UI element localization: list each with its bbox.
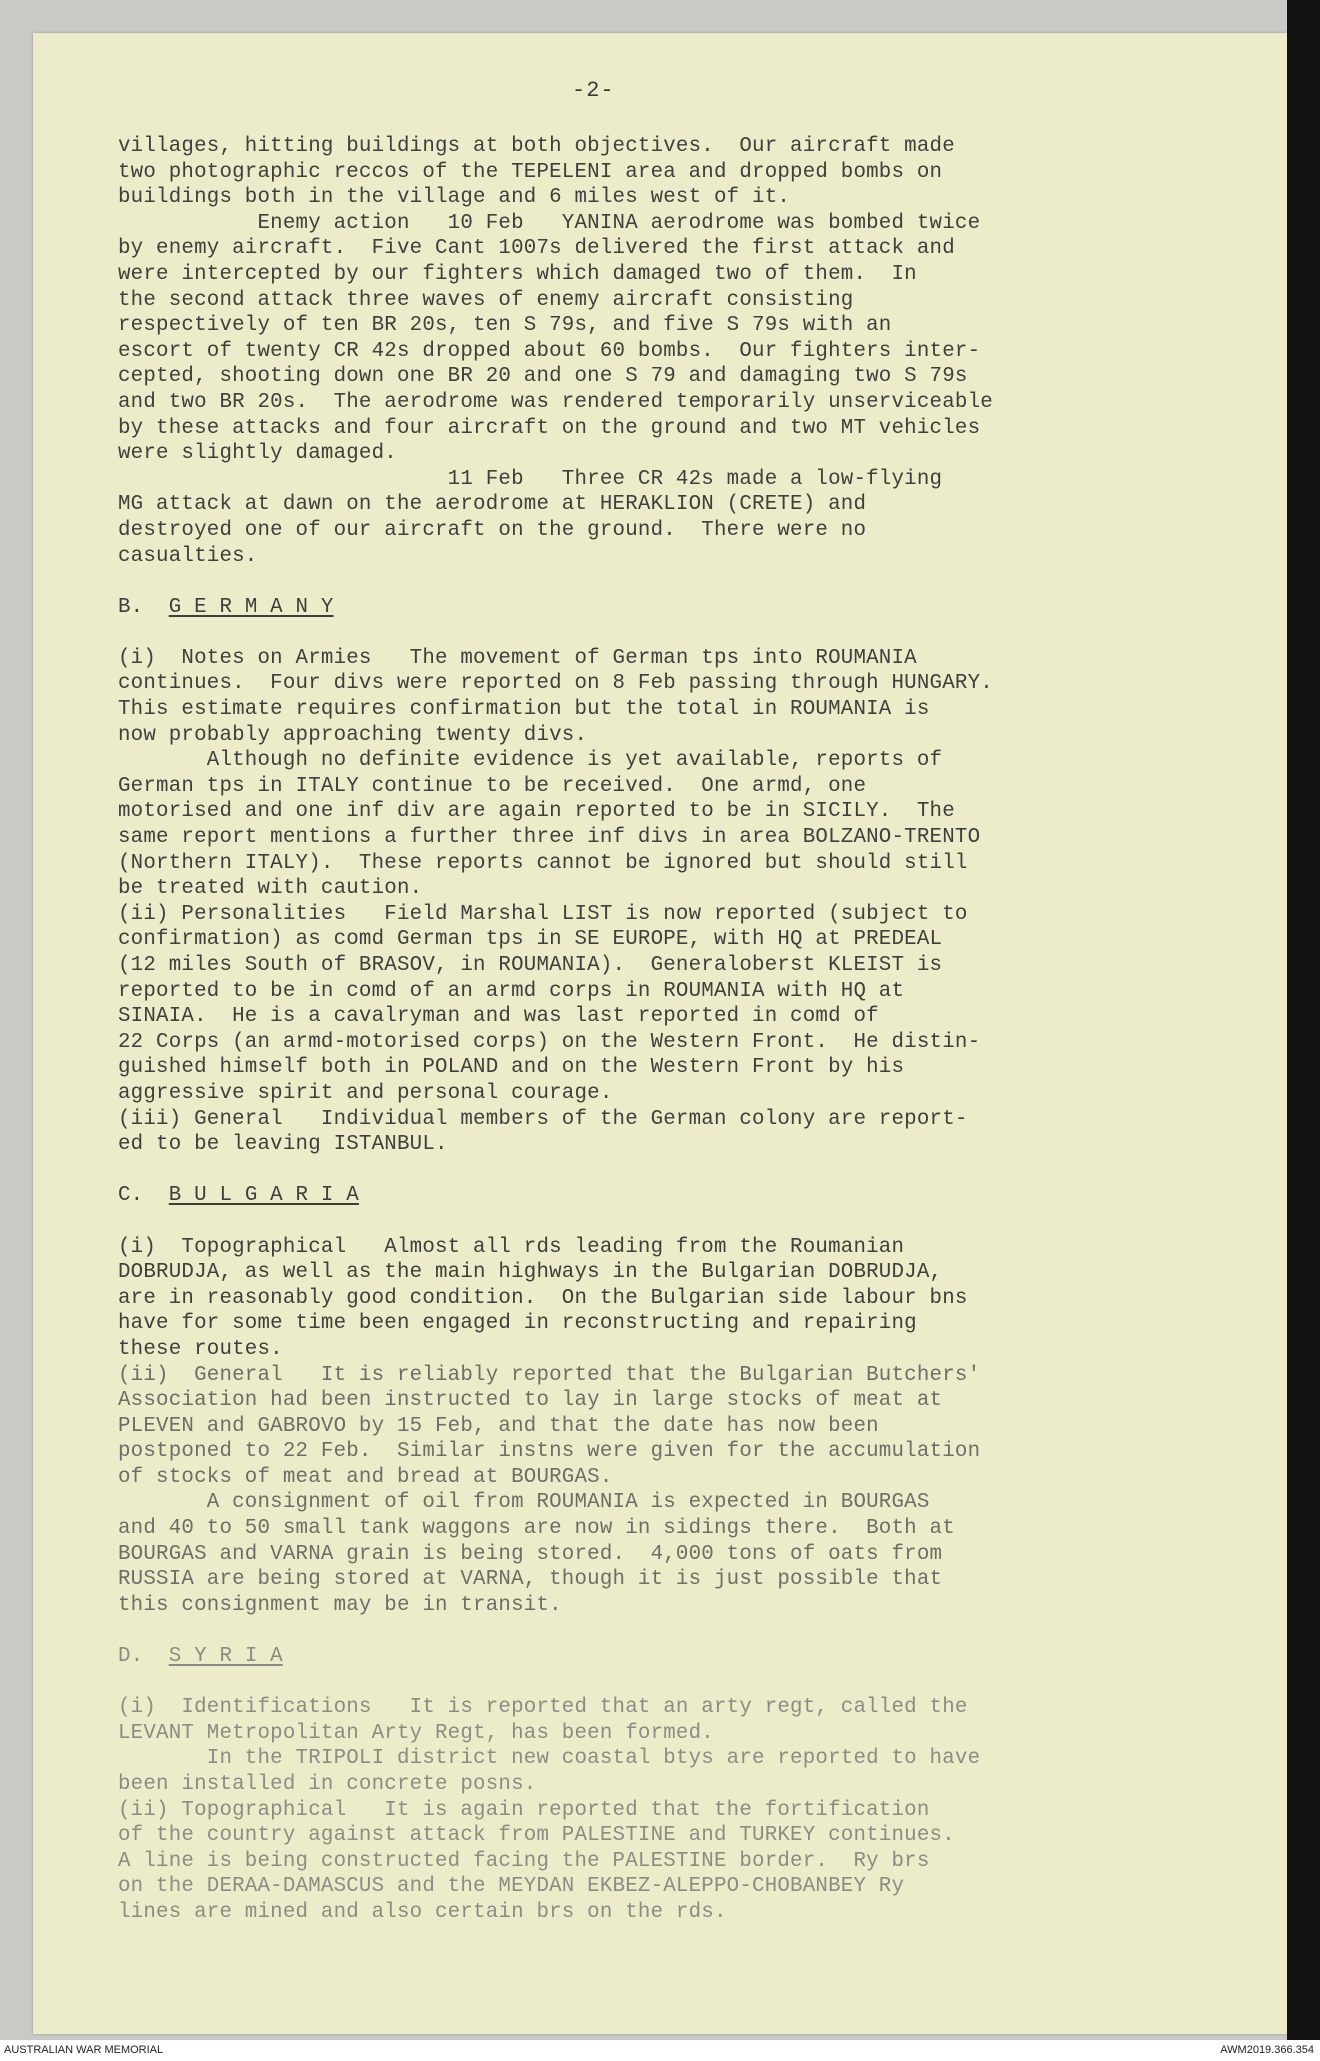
text-line: PLEVEN and GABROVO by 15 Feb, and that the date has now been <box>118 1414 879 1438</box>
text-line: same report mentions a further three inf divs in area BOLZANO-TRENTO <box>118 826 981 850</box>
text-line: been installed in concrete posns. <box>118 1773 537 1796</box>
text-line: the second attack three waves of enemy aircraft consisting <box>118 288 854 312</box>
text-line: and 40 to 50 small tank waggons are now in sidings there. Both at <box>118 1517 955 1541</box>
section-heading <box>118 1644 1228 1670</box>
text-line: by these attacks and four aircraft on the ground and two MT vehicles <box>118 416 981 440</box>
text-line: MG attack at dawn on the aerodrome at HERAKLION (CRETE) and <box>118 493 867 517</box>
text-line: were intercepted by our fighters which damaged two of them. In <box>118 262 917 286</box>
text-line: by enemy aircraft. Five Cant 1007s delivered the first attack and <box>118 237 955 261</box>
text-line: motorised and one inf div are again reported to be in SICILY. The <box>118 800 955 824</box>
text-line: German tps in ITALY continue to be received. One armd, one <box>118 774 867 798</box>
footer-institution: AUSTRALIAN WAR MEMORIAL <box>4 2044 164 2056</box>
text-line: destroyed one of our aircraft on the ground. There were no <box>118 518 867 542</box>
document-body <box>118 134 1228 1926</box>
section-letter: D. <box>118 1645 169 1669</box>
text-line: are in reasonably good condition. On the Bulgarian side labour bns <box>118 1286 968 1310</box>
text-line: Association had been instructed to lay in large stocks of meat at <box>118 1389 943 1413</box>
section-title: B U L G A R I A <box>168 1184 359 1208</box>
text-line: In the TRIPOLI district new coastal btys are reported to have <box>118 1747 981 1771</box>
text-line: reported to be in comd of an armd corps in ROUMANIA with HQ at <box>118 979 905 1003</box>
text-line: (ii) Personalities Field Marshal LIST is now reported (subject to <box>118 902 968 926</box>
text-line: (ii) Topographical It is again reported that the fortification <box>118 1798 930 1822</box>
text-line: BOURGAS and VARNA grain is being stored. 4,000 tons of oats from <box>118 1542 943 1566</box>
text-line: lines are mined and also certain brs on the rds. <box>118 1900 727 1924</box>
text-line: RUSSIA are being stored at VARNA, though it is just possible that <box>118 1568 943 1592</box>
text-line: guished himself both in POLAND and on the Western Front by his <box>118 1056 905 1080</box>
text-line: SINAIA. He is a cavalryman and was last reported in comd of <box>118 1005 879 1029</box>
section-title: G E R M A N Y <box>168 595 334 619</box>
text-line: (Northern ITALY). These reports cannot be ignored but should still <box>118 851 968 875</box>
text-line: respectively of ten BR 20s, ten S 79s, and five S 79s with an <box>118 314 892 338</box>
page-edge-shadow <box>1287 0 1320 2040</box>
section-letter: B. <box>118 595 169 619</box>
footer-accession-number: AWM2019.366.354 <box>1220 2044 1314 2056</box>
text-line: be treated with caution. <box>118 877 423 901</box>
text-line: of the country against attack from PALESTINE and TURKEY continues. <box>118 1824 955 1848</box>
text-line: This estimate requires confirmation but the total in ROUMANIA is <box>118 698 930 722</box>
text-line: 22 Corps (an armd-motorised corps) on the Western Front. He distin- <box>118 1030 981 1054</box>
text-line: (i) Identifications It is reported that an arty regt, called the <box>118 1696 968 1720</box>
text-line: ed to be leaving ISTANBUL. <box>118 1133 448 1157</box>
text-line: 11 Feb Three CR 42s made a low-flying <box>118 467 943 491</box>
text-line: casualties. <box>118 544 258 568</box>
archive-footer <box>0 2040 1320 2061</box>
text-line: and two BR 20s. The aerodrome was rendered temporarily unserviceable <box>118 390 993 414</box>
section-title: S Y R I A <box>168 1645 283 1669</box>
text-line: (ii) General It is reliably reported that the Bulgarian Butchers' <box>118 1363 981 1387</box>
section-letter: C. <box>118 1184 169 1208</box>
text-line: were slightly damaged. <box>118 442 397 466</box>
text-line: A consignment of oil from ROUMANIA is expected in BOURGAS <box>118 1491 930 1515</box>
text-line: aggressive spirit and personal courage. <box>118 1081 613 1105</box>
text-line: villages, hitting buildings at both objectives. Our aircraft made <box>118 135 955 158</box>
text-line: these routes. <box>118 1337 283 1361</box>
text-line: now probably approaching twenty divs. <box>118 723 588 747</box>
text-line: two photographic reccos of the TEPELENI area and dropped bombs on <box>118 160 943 184</box>
text-line: continues. Four divs were reported on 8 Feb passing through HUNGARY. <box>118 672 993 696</box>
text-line: this consignment may be in transit. <box>118 1593 562 1617</box>
text-line: (12 miles South of BRASOV, in ROUMANIA). Generaloberst KLEIST is <box>118 954 943 977</box>
text-line: (i) Notes on Armies The movement of German tps into ROUMANIA <box>118 646 917 670</box>
text-line: Although no definite evidence is yet available, reports of <box>118 749 943 773</box>
text-line: buildings both in the village and 6 miles west of it. <box>118 186 791 210</box>
text-line: confirmation) as comd German tps in SE EUROPE, with HQ at PREDEAL <box>118 928 943 952</box>
text-line: (i) Topographical Almost all rds leading from the Roumanian <box>118 1235 905 1259</box>
section-heading <box>118 595 1228 621</box>
text-line: LEVANT Metropolitan Arty Regt, has been formed. <box>118 1721 714 1745</box>
text-line: on the DERAA-DAMASCUS and the MEYDAN EKBEZ-ALEPPO-CHOBANBEY Ry <box>118 1875 905 1899</box>
text-line: cepted, shooting down one BR 20 and one S 79 and damaging two S 79s <box>118 365 968 389</box>
text-line: (iii) General Individual members of the German colony are report- <box>118 1107 968 1131</box>
section-heading <box>118 1183 1228 1209</box>
text-line: DOBRUDJA, as well as the main highways in the Bulgarian DOBRUDJA, <box>118 1261 943 1285</box>
text-line: A line is being constructed facing the PALESTINE border. Ry brs <box>118 1849 930 1873</box>
text-line: have for some time been engaged in reconstructing and repairing <box>118 1312 917 1336</box>
text-line: postponed to 22 Feb. Similar instns were given for the accumulation <box>118 1440 981 1464</box>
text-line: escort of twenty CR 42s dropped about 60 bombs. Our fighters inter- <box>118 339 981 363</box>
page-number: -2- <box>572 78 615 103</box>
text-line: Enemy action 10 Feb YANINA aerodrome was bombed twice <box>118 211 981 235</box>
text-line: of stocks of meat and bread at BOURGAS. <box>118 1465 613 1489</box>
